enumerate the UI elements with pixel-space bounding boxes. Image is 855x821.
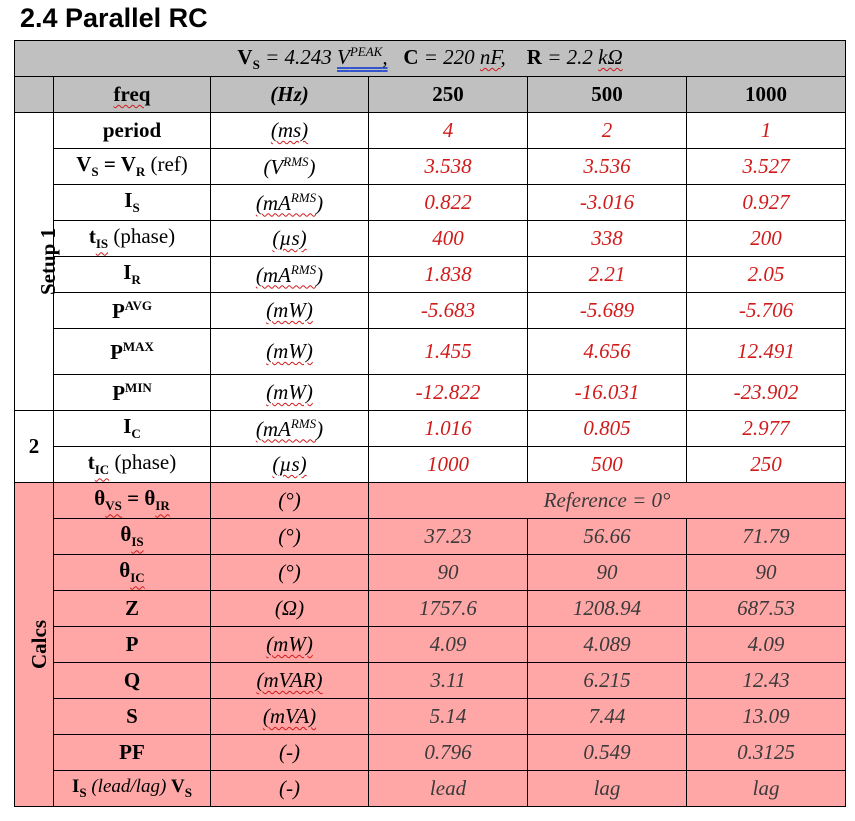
row-label: $P^{MIN}$ (54, 375, 211, 411)
c-unit: nF (479, 44, 501, 69)
parameters-cell: $V_S = 4.243$ $V^{PEAK}$, C = 220 nF, R = 2.2 kΩ (15, 41, 846, 77)
table-row (15, 329, 846, 375)
r-unit: kΩ (598, 44, 623, 69)
value-cell: 2.977 (687, 411, 846, 447)
value-cell: -16.031 (528, 375, 687, 411)
value-cell: -5.689 (528, 293, 687, 329)
value-cell: 400 (369, 221, 528, 257)
section-setup1: Setup 1 (15, 113, 54, 411)
col-f1: 250 (369, 77, 528, 113)
row-unit: (°) (211, 483, 369, 519)
table-row (15, 771, 846, 807)
row-label: $I_S$ (54, 185, 211, 221)
parallel-rc-table (14, 40, 846, 807)
row-unit: (µs) (211, 221, 369, 257)
value-cell: 0.805 (528, 411, 687, 447)
value-cell: lag (528, 771, 687, 807)
value-cell: 2 (528, 113, 687, 149)
row-unit: (°) (211, 555, 369, 591)
row-label: $t_{IS}$ (phase) (54, 221, 211, 257)
row-label: $\theta_{IC}$ (54, 555, 211, 591)
value-cell: 12.491 (687, 329, 846, 375)
value-cell: 0.3125 (687, 735, 846, 771)
row-label: $V_S = V_R$ (ref) (54, 149, 211, 185)
vs-value: = 4.243 (259, 44, 337, 69)
row-unit: (Ω) (211, 591, 369, 627)
row-unit: $(mA^{RMS})$ (211, 185, 369, 221)
table-row (15, 519, 846, 555)
value-cell: 71.79 (687, 519, 846, 555)
value-cell: 6.215 (528, 663, 687, 699)
table-row (15, 221, 846, 257)
table-row (15, 663, 846, 699)
value-cell: 687.53 (687, 591, 846, 627)
row-label: $t_{IC}$ (phase) (54, 447, 211, 483)
value-cell: 1.838 (369, 257, 528, 293)
value-cell: -23.902 (687, 375, 846, 411)
table-row (15, 555, 846, 591)
column-header-row (15, 77, 846, 113)
c-value: = 220 (418, 44, 480, 69)
value-cell: lead (369, 771, 528, 807)
table-row (15, 375, 846, 411)
value-cell: 1208.94 (528, 591, 687, 627)
row-label: Z (54, 591, 211, 627)
value-cell: 4.09 (369, 627, 528, 663)
row-unit: (mVA) (211, 699, 369, 735)
table-row (15, 483, 846, 519)
page-title: 2.4 Parallel RC (20, 3, 208, 33)
value-cell: 3.527 (687, 149, 846, 185)
col-f3: 1000 (687, 77, 846, 113)
c-label: C (403, 44, 419, 69)
vs-label: V (237, 44, 253, 69)
value-cell: 13.09 (687, 699, 846, 735)
value-cell: 3.538 (369, 149, 528, 185)
table-row (15, 447, 846, 483)
row-unit: (ms) (211, 113, 369, 149)
value-cell: 4.656 (528, 329, 687, 375)
row-unit: $(V^{RMS})$ (211, 149, 369, 185)
value-cell: 37.23 (369, 519, 528, 555)
value-cell: 4 (369, 113, 528, 149)
row-unit: (mW) (211, 329, 369, 375)
r-value: = 2.2 (541, 44, 599, 69)
table-row (15, 293, 846, 329)
value-cell: 1757.6 (369, 591, 528, 627)
row-unit: (mW) (211, 293, 369, 329)
section-setup2: 2 (15, 411, 54, 483)
row-unit: (mW) (211, 627, 369, 663)
value-cell: -3.016 (528, 185, 687, 221)
row-label: P (54, 627, 211, 663)
table-row (15, 149, 846, 185)
value-cell: 2.05 (687, 257, 846, 293)
value-cell: lag (687, 771, 846, 807)
col-unit: (Hz) (211, 77, 369, 113)
table-row (15, 627, 846, 663)
value-cell: 4.09 (687, 627, 846, 663)
row-label: $P^{AVG}$ (54, 293, 211, 329)
value-cell: 1.016 (369, 411, 528, 447)
vs-unit: $V^{PEAK}$, (337, 43, 388, 69)
row-unit: $(mA^{RMS})$ (211, 257, 369, 293)
row-unit: (-) (211, 771, 369, 807)
row-label: $\theta_{VS} = \theta_{IR}$ (54, 483, 211, 519)
value-cell: 3.536 (528, 149, 687, 185)
row-label: $P^{MAX}$ (54, 329, 211, 375)
row-label: $I_R$ (54, 257, 211, 293)
row-label: S (54, 699, 211, 735)
row-unit: (-) (211, 735, 369, 771)
table-row (15, 735, 846, 771)
row-unit: $(mA^{RMS})$ (211, 411, 369, 447)
value-cell: -5.706 (687, 293, 846, 329)
r-label: R (526, 44, 542, 69)
value-cell: 2.21 (528, 257, 687, 293)
table-row (15, 185, 846, 221)
row-label: $I_S$ (lead/lag) $V_S$ (54, 771, 211, 807)
value-cell: 0.927 (687, 185, 846, 221)
value-cell: 1.455 (369, 329, 528, 375)
col-f2: 500 (528, 77, 687, 113)
value-cell: 0.822 (369, 185, 528, 221)
row-unit: (mW) (211, 375, 369, 411)
value-cell: -5.683 (369, 293, 528, 329)
value-cell: 0.549 (528, 735, 687, 771)
col-freq: freq (54, 77, 211, 113)
value-cell: 7.44 (528, 699, 687, 735)
table-row (15, 699, 846, 735)
table-row (15, 591, 846, 627)
value-cell: -12.822 (369, 375, 528, 411)
row-label: Q (54, 663, 211, 699)
value-cell: 90 (687, 555, 846, 591)
row-label: period (54, 113, 211, 149)
reference-cell: Reference = 0° (369, 483, 846, 519)
value-cell: 338 (528, 221, 687, 257)
value-cell: 0.796 (369, 735, 528, 771)
row-unit: (°) (211, 519, 369, 555)
row-label: PF (54, 735, 211, 771)
row-unit: (µs) (211, 447, 369, 483)
row-unit: (mVAR) (211, 663, 369, 699)
value-cell: 3.11 (369, 663, 528, 699)
value-cell: 1 (687, 113, 846, 149)
corner-cell (15, 77, 54, 113)
row-label: $\theta_{IS}$ (54, 519, 211, 555)
value-cell: 90 (528, 555, 687, 591)
value-cell: 5.14 (369, 699, 528, 735)
value-cell: 4.089 (528, 627, 687, 663)
value-cell: 12.43 (687, 663, 846, 699)
section-calcs: Calcs (15, 483, 54, 807)
row-label: $I_C$ (54, 411, 211, 447)
vs-sub: S (252, 57, 260, 73)
value-cell: 1000 (369, 447, 528, 483)
value-cell: 56.66 (528, 519, 687, 555)
table-row (15, 113, 846, 149)
value-cell: 500 (528, 447, 687, 483)
table-row (15, 411, 846, 447)
value-cell: 250 (687, 447, 846, 483)
table-row (15, 257, 846, 293)
value-cell: 90 (369, 555, 528, 591)
parameters-row (15, 41, 846, 77)
value-cell: 200 (687, 221, 846, 257)
